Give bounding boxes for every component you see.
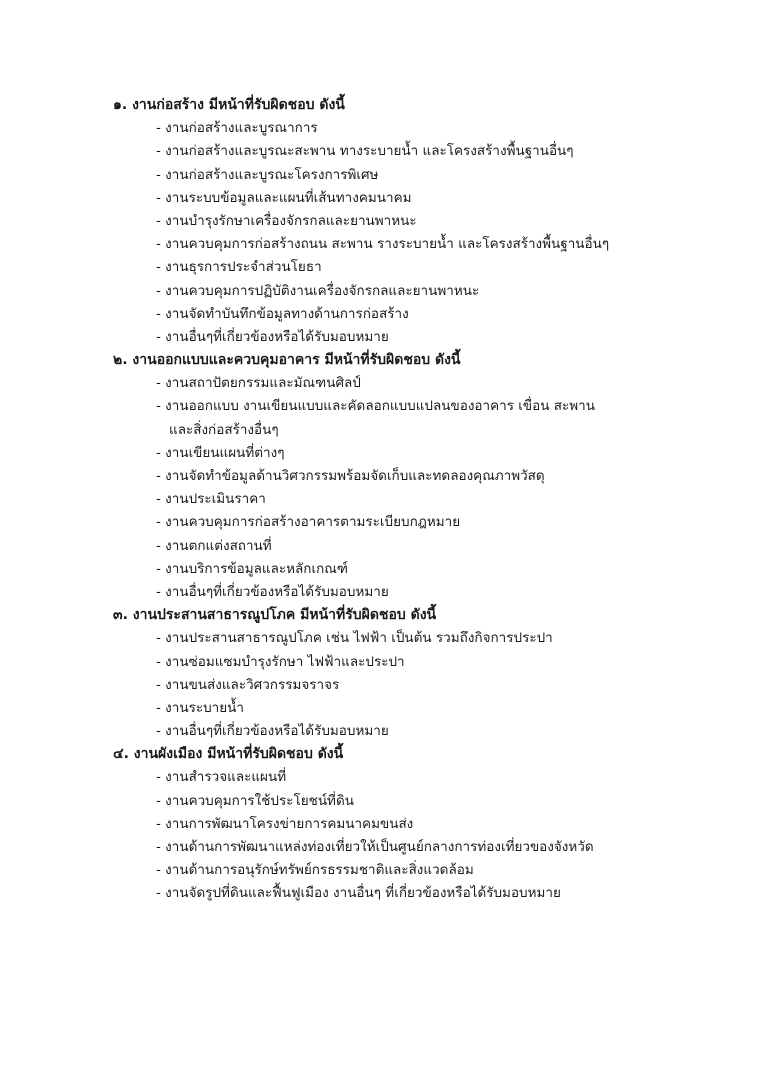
section-heading: ๔. งานผังเมือง มีหน้าที่รับผิดชอบ ดังนี้: [113, 746, 344, 763]
list-item: - งานสำรวจและแผนที่: [156, 769, 287, 786]
list-item: - งานควบคุมการปฏิบัติงานเครื่องจักรกลและยานพาหนะ: [156, 282, 480, 299]
section-urban-planning: [113, 743, 733, 905]
list-item: - งานซ่อมแซมบำรุงรักษา ไฟฟ้าและประปา: [156, 653, 405, 670]
list-item: - งานก่อสร้างและบูรณะสะพาน ทางระบายน้ำ และโครงสร้างพื้นฐานอื่นๆ: [156, 143, 574, 160]
list-item: - งานจัดทำข้อมูลด้านวิศวกรรมพร้อมจัดเก็บและทดลองคุณภาพวัสดุ: [156, 468, 545, 484]
list-item: - งานควบคุมการก่อสร้างถนน สะพาน รางระบายน้ำ และโครงสร้างพื้นฐานอื่นๆ: [156, 236, 610, 253]
list-item: - งานก่อสร้างและบูรณาการ: [156, 120, 318, 137]
list-item: - งานธุรการประจำส่วนโยธา: [156, 259, 322, 276]
list-item: - งานจัดทำบันทึกข้อมูลทางด้านการก่อสร้าง: [156, 305, 409, 322]
list-item: - งานบริการข้อมูลและหลักเกณฑ์: [156, 560, 348, 577]
list-item: - งานขนส่งและวิศวกรรมจราจร: [156, 676, 340, 693]
list-item: - งานควบคุมการก่อสร้างอาคารตามระเบียบกฎหมาย: [156, 514, 461, 531]
list-item: - งานระบายน้ำ: [156, 699, 244, 716]
list-item: - งานด้านการอนุรักษ์ทรัพย์กรธรรมชาติและสิ่งแวดล้อม: [156, 862, 474, 879]
section-construction: [113, 94, 733, 349]
list-item: - งานการพัฒนาโครงข่ายการคมนาคมขนส่ง: [156, 815, 414, 832]
section-heading: ๑. งานก่อสร้าง มีหน้าที่รับผิดชอบ ดังนี้: [113, 97, 345, 113]
list-item: - งานเขียนแผนที่ต่างๆ: [156, 444, 285, 461]
list-item: - งานอื่นๆที่เกี่ยวข้องหรือได้รับมอบหมาย: [156, 583, 389, 600]
list-item: - งานตกแต่งสถานที่: [156, 537, 272, 554]
list-item: - งานประสานสาธารณูปโภค เช่น ไฟฟ้า เป็นต้น รวมถึงกิจการประปา: [156, 630, 553, 647]
list-item: - งานจัดรูปที่ดินและฟื้นฟูเมือง งานอื่นๆ ที่เกี่ยวข้องหรือได้รับมอบหมาย: [156, 885, 561, 902]
list-item: - งานอื่นๆที่เกี่ยวข้องหรือได้รับมอบหมาย: [156, 723, 389, 740]
list-item: - งานระบบข้อมูลและแผนที่เส้นทางคมนาคม: [156, 189, 412, 206]
list-item: - งานก่อสร้างและบูรณะโครงการพิเศษ: [156, 166, 379, 183]
section-heading: ๓. งานประสานสาธารณูปโภค มีหน้าที่รับผิดชอบ ดังนี้: [113, 607, 437, 624]
document-body: [113, 94, 733, 906]
list-item: - งานประเมินราคา: [156, 491, 266, 508]
section-utilities: [113, 604, 733, 743]
list-item: - งานสถาปัตยกรรมและมัณฑนศิลป์: [156, 375, 361, 392]
list-item: - งานด้านการพัฒนาแหล่งท่องเที่ยวให้เป็นศูนย์กลางการท่องเที่ยวของจังหวัด: [156, 839, 594, 855]
section-heading: ๒. งานออกแบบและควบคุมอาคาร มีหน้าที่รับผิดชอบ ดังนี้: [113, 352, 461, 369]
list-item: - งานควบคุมการใช้ประโยชน์ที่ดิน: [156, 792, 354, 809]
list-item: - งานอื่นๆที่เกี่ยวข้องหรือได้รับมอบหมาย: [156, 328, 389, 345]
list-item-continuation: และสิ่งก่อสร้างอื่นๆ: [169, 421, 279, 438]
list-item: - งานออกแบบ งานเขียนแบบและคัดลอกแบบแปลนของอาคาร เขื่อน สะพาน: [156, 398, 595, 415]
section-design-building-control: [113, 349, 733, 604]
list-item: - งานบำรุงรักษาเครื่องจักรกลและยานพาหนะ: [156, 212, 417, 229]
